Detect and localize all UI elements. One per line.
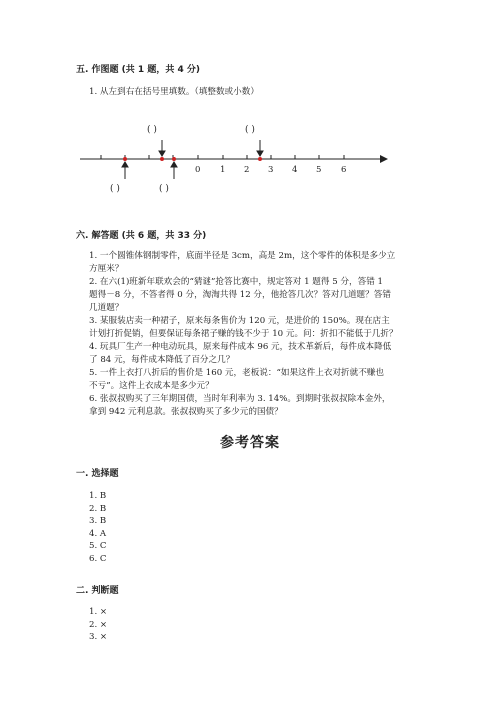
section6-line: 5. 一件上衣打八折后的售价是 160 元，老板说：“如果这件上衣对折就不赚也 — [89, 368, 385, 378]
section6-body — [89, 250, 398, 419]
arrow-down-icon — [159, 151, 165, 156]
arrow-down-icon — [257, 151, 263, 156]
section6-line: 了 84 元，每件成本降低了百分之几？ — [89, 355, 235, 365]
answer-item: 5. C — [89, 541, 107, 552]
section6-line: 4. 玩具厂生产一种电动玩具，原来每件成本 96 元，技术革新后，每件成本降低 — [89, 342, 392, 352]
top-paren-1: ( ) — [147, 125, 157, 135]
tick-label-6: 6 — [341, 165, 347, 175]
section6-line: 拿到 942 元利息款。张叔叔购买了多少元的国债？ — [89, 407, 283, 417]
number-line-figure — [80, 125, 390, 205]
tick-label-4: 4 — [292, 165, 298, 175]
answer-item: 4. A — [89, 528, 107, 539]
answer-item: 3. B — [89, 516, 107, 527]
section6-line: 不亏”。这件上衣成本是多少元？ — [89, 381, 214, 391]
marker-point — [258, 157, 262, 161]
answer-item: 3. × — [89, 632, 108, 643]
top-paren-2: ( ) — [245, 125, 255, 135]
section6-line: 计划打折促销，但要保证每条裙子赚的钱不少于 10 元。问：折扣不能低于几折？ — [89, 329, 398, 339]
arrow-up-icon — [171, 162, 177, 167]
bottom-paren-2: ( ) — [159, 184, 169, 194]
marker-point — [123, 157, 127, 161]
section6-line: 3. 某服装店卖一种裙子，原来每条售价为 120 元，是进价的 150%。现在店主 — [89, 316, 390, 326]
section6-line: 几道题？ — [89, 303, 124, 313]
answer-item: 1. × — [89, 607, 108, 617]
marker-point — [160, 157, 164, 161]
bottom-paren-1: ( ) — [110, 184, 120, 194]
axis-arrow — [380, 155, 388, 163]
tick-label-5: 5 — [316, 165, 322, 175]
answer-item: 6. C — [89, 553, 107, 564]
section6-heading: 六. 解答题 (共 6 题，共 33 分) — [76, 231, 207, 241]
answer-item: 2. B — [89, 503, 107, 514]
answers-title: 参考答案 — [220, 435, 280, 451]
tick-label-3: 3 — [268, 165, 274, 175]
tick-label-1: 1 — [220, 165, 226, 175]
section6-line: 题得－8 分，不答者得 0 分，淘淘共得 12 分，他抢答几次？答对几道题？答错 — [89, 290, 391, 300]
section5-heading: 五. 作图题 (共 1 题，共 4 分) — [76, 65, 200, 75]
section6-line: 方厘米？ — [89, 264, 124, 274]
answer-item: 2. × — [89, 619, 108, 630]
arrow-up-icon — [122, 162, 128, 167]
section6-line: 2. 在六(1)班新年联欢会的“猜谜”抢答比赛中，规定答对 1 题得 5 分，答错 1 — [89, 277, 383, 287]
answers-part2-list — [89, 606, 107, 644]
tick-label-2: 2 — [244, 165, 250, 175]
up-arrows — [122, 162, 177, 179]
answers-part1-list — [89, 490, 107, 566]
ticks — [101, 155, 344, 159]
tick-label-0: 0 — [195, 165, 201, 175]
answers-part1-heading: 一. 选择题 — [76, 469, 119, 479]
down-arrows — [159, 140, 263, 156]
marker-point — [172, 157, 176, 161]
section6-line: 6. 张叔叔购买了三年期国债，当时年利率为 3. 14%。到期时张叔叔除本金外， — [89, 394, 391, 404]
answers-part2-heading: 二. 判断题 — [76, 586, 119, 596]
section6-line: 1. 一个圆锥体钢制零件，底面半径是 3cm，高是 2m，这个零件的体积是多少立 — [89, 251, 396, 261]
section5-question-1: 1. 从左到右在括号里填数。（填整数或小数） — [89, 87, 259, 97]
answer-item: 1. B — [89, 491, 107, 501]
